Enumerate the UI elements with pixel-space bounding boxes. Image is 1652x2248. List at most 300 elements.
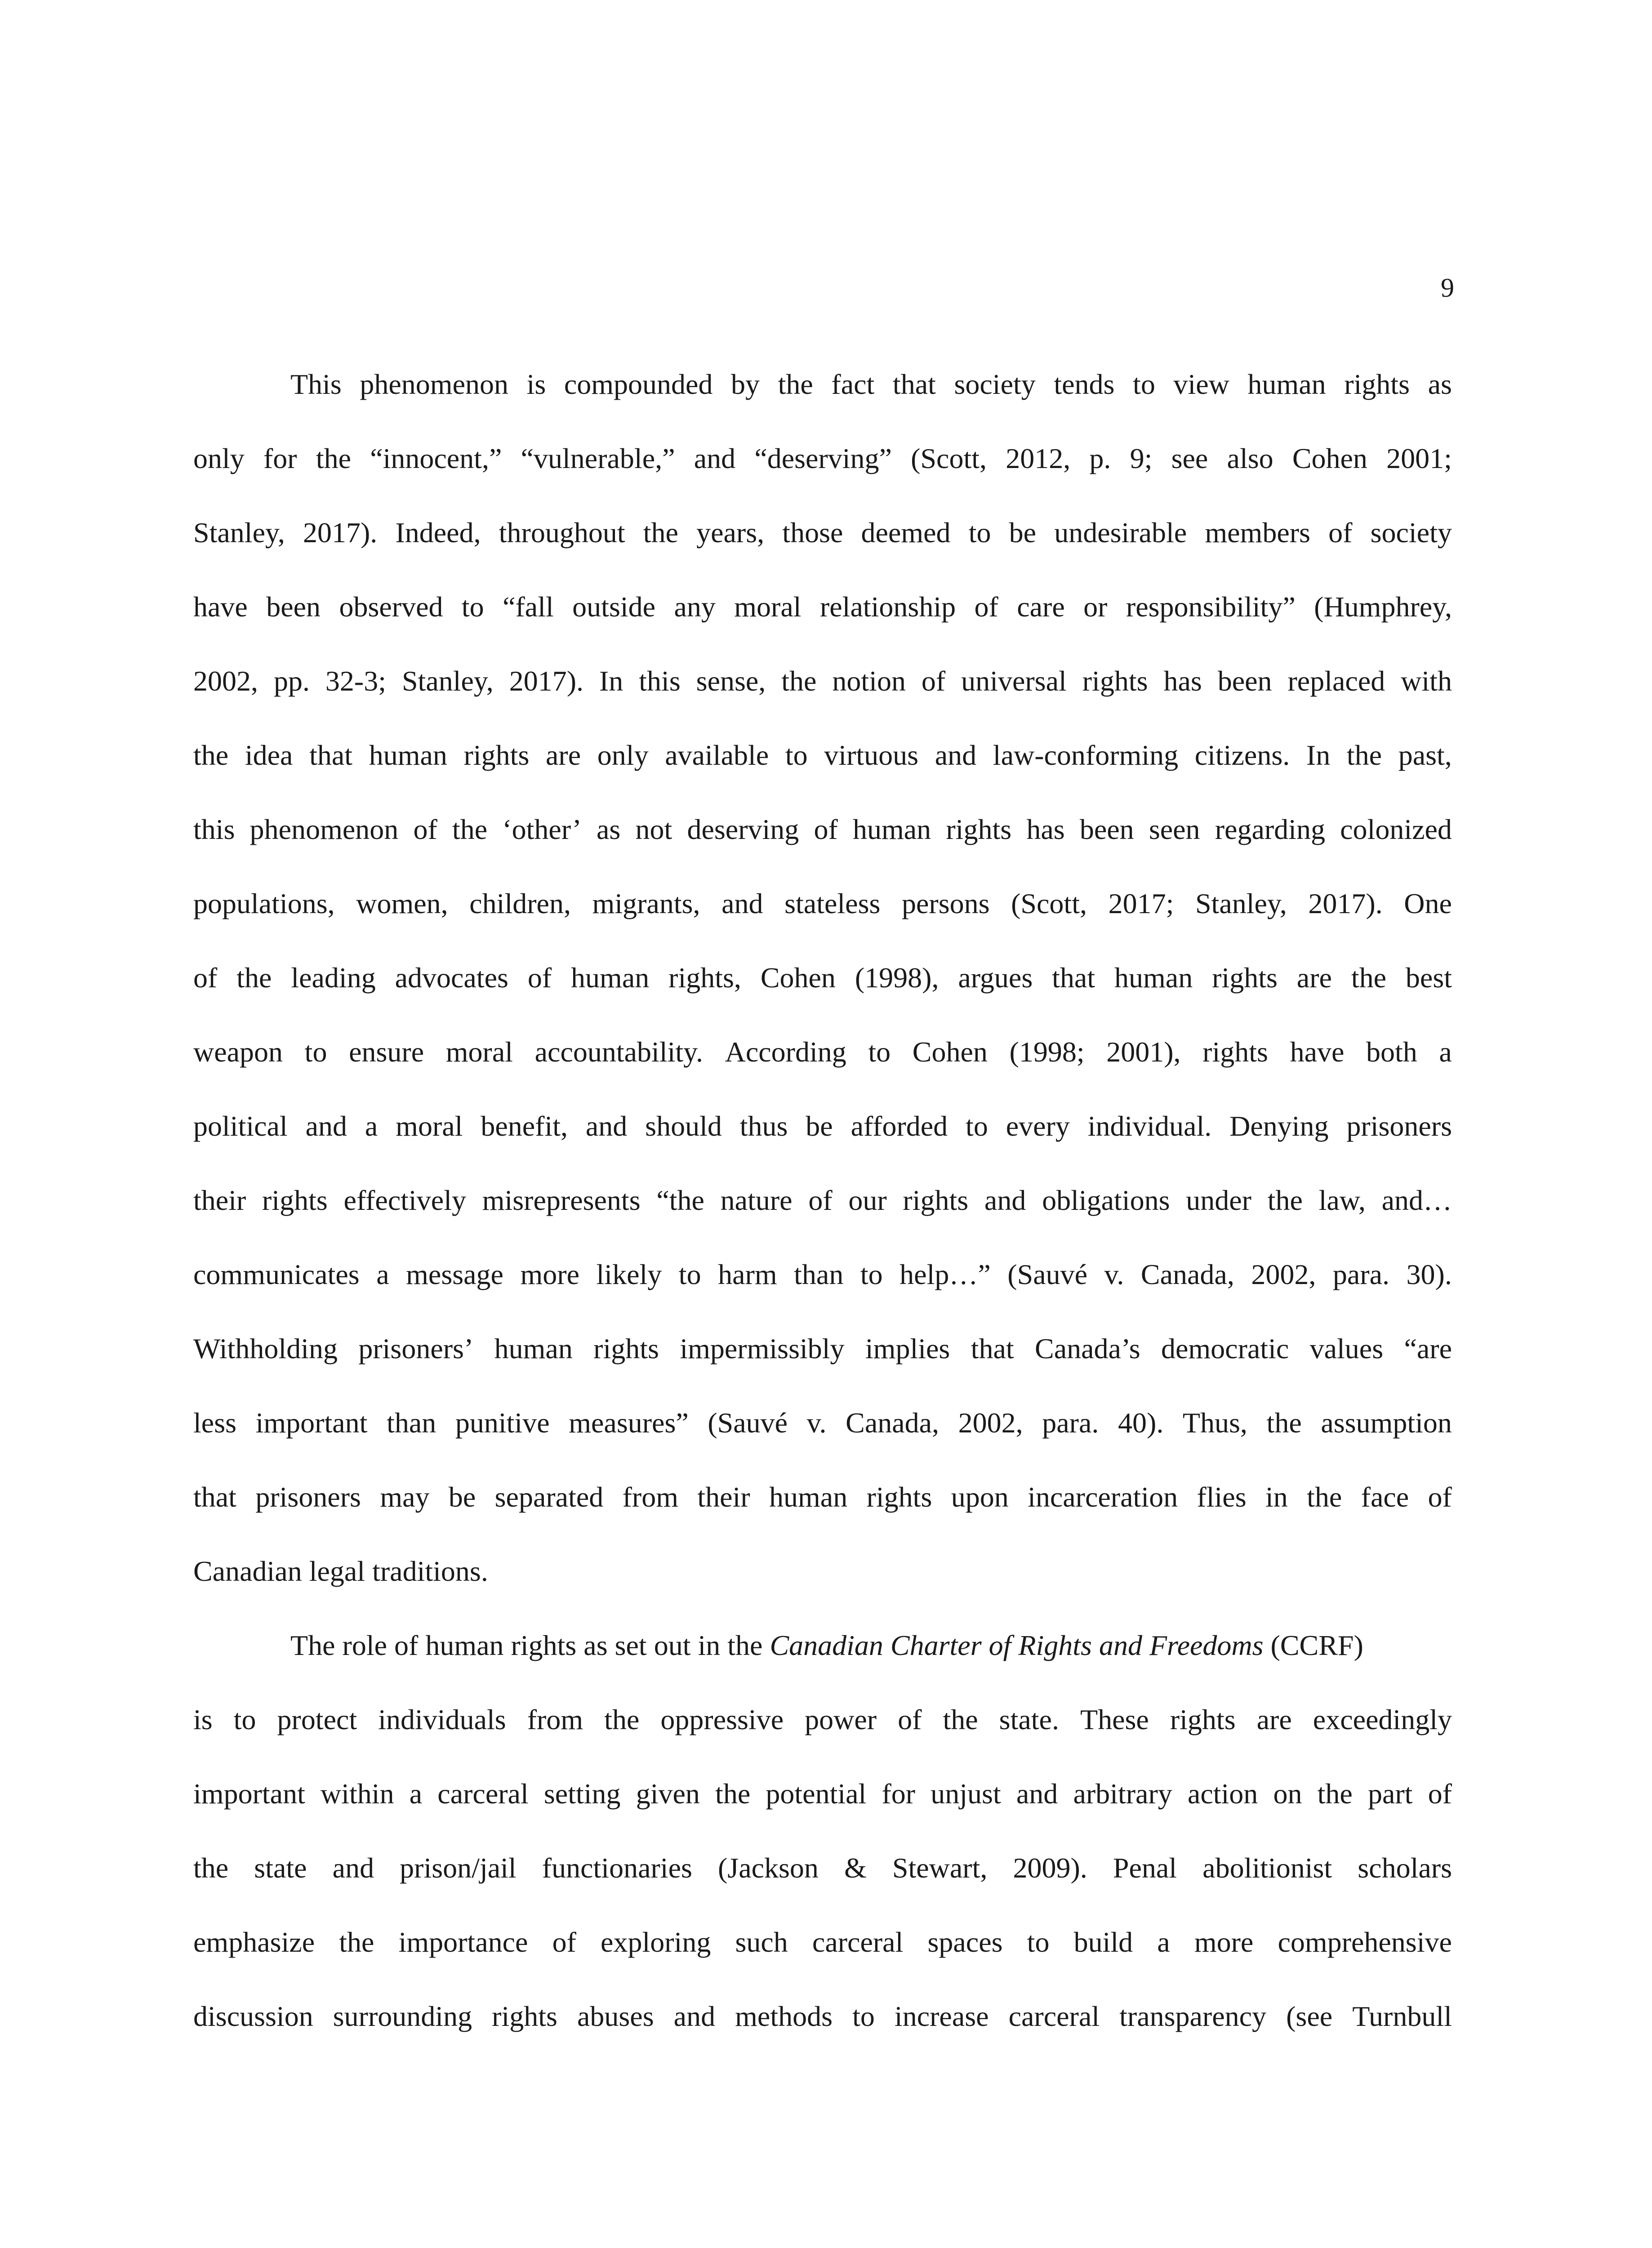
word: deserving [687,813,799,845]
text-line [193,960,1452,1034]
word: such [735,1926,788,1958]
word: citizens. [1194,739,1290,771]
word: emphasize [193,1926,315,1958]
word: idea [245,739,293,771]
word: rights [492,2000,557,2032]
word: every [1006,1110,1070,1142]
word: and [332,1852,374,1884]
word: on [1273,1778,1302,1810]
word: been [266,591,321,623]
word: women, [356,888,448,919]
word: protect [277,1704,357,1735]
word: within [321,1778,394,1810]
word: 2002, [958,1407,1023,1439]
word: of [808,1184,833,1216]
word: moral [734,591,802,623]
word: rights [262,1184,328,1216]
word: deemed [861,517,951,549]
word: to [785,739,808,771]
word: Denying [1229,1110,1329,1142]
word: to [1027,1926,1050,1958]
word: accountability. [534,1036,703,1068]
word: prisoners [255,1481,361,1513]
word: scholars [1358,1852,1452,1884]
word: the [1307,1481,1342,1513]
word: democratic [1161,1333,1289,1365]
word: build [1073,1926,1133,1958]
word: leading [291,962,376,994]
word: a [1157,1926,1170,1958]
word: impermissibly [680,1333,845,1365]
word: Stanley, [401,665,494,697]
word: communicates [193,1258,360,1290]
word: implies [865,1333,950,1365]
word: colonized [1340,813,1452,845]
word: in [1265,1481,1288,1513]
word: part [1367,1778,1413,1810]
word: phenomenon [249,813,399,845]
body-text [193,366,1452,2073]
word: (1998), [855,962,939,994]
word: that [193,1481,236,1513]
word: a [1439,1036,1452,1068]
word: this [193,813,235,845]
word: Canada’s [1035,1333,1140,1365]
word: only [597,739,649,771]
word: (Sauvé [708,1407,788,1439]
word: the [193,739,229,771]
word: and [935,739,977,771]
word: the [1351,962,1386,994]
word: phenomenon [360,368,508,400]
word: Canada, [846,1407,940,1439]
word: moral [396,1110,463,1142]
word: In [599,665,623,697]
word: Indeed, [395,517,481,549]
word: the [1317,1778,1353,1810]
word: been [1217,665,1272,697]
word: the [1346,739,1382,771]
word: 9; [1130,442,1153,474]
word: rights [1082,665,1148,697]
word: thus [739,1110,788,1142]
word: and [1016,1778,1058,1810]
word: 2009). [1013,1852,1087,1884]
word: rights [946,813,1012,845]
word: persons [901,888,990,919]
word: These [1080,1704,1149,1735]
text-line [193,812,1452,886]
word: weapon [193,1036,283,1068]
word: and [585,1110,628,1142]
word: is [193,1704,213,1735]
word: throughout [499,517,625,549]
word: argues [958,962,1033,994]
word: prison/jail [400,1852,517,1884]
word: and [694,442,736,474]
word: political [193,1110,288,1142]
word: important [255,1407,368,1439]
word: state [254,1852,307,1884]
word: rights [866,1481,932,1513]
word: pp. [273,665,310,697]
word: more [1194,1926,1254,1958]
word: law-conforming [993,739,1179,771]
word: society [954,368,1036,400]
word: One [1404,888,1452,919]
text-run: The role of human rights as set out in the [290,1629,770,1661]
word: setting [543,1778,621,1810]
word: upon [951,1481,1009,1513]
word: of [527,962,552,994]
word: 2001), [1106,1036,1181,1068]
word: 2017; [1108,888,1174,919]
word: this [639,665,681,697]
word: advocates [395,962,508,994]
word: methods [735,2000,833,2032]
word: help…” [899,1258,991,1290]
word: relationship [819,591,956,623]
word: the [781,665,817,697]
word: the [316,442,351,474]
word: values [1309,1333,1384,1365]
word: action [1187,1778,1258,1810]
word: and [305,1110,347,1142]
word: Penal [1113,1852,1177,1884]
word: the [452,813,488,845]
word: and [721,888,763,919]
word: incarceration [1028,1481,1178,1513]
word: 2017). [1308,888,1383,919]
word: state. [999,1704,1059,1735]
word: for [882,1778,916,1810]
word: stateless [784,888,881,919]
word: comprehensive [1278,1926,1452,1958]
word: and… [1381,1184,1452,1216]
word: Stanley, [193,517,285,549]
word: as [1428,368,1452,400]
word: from [527,1704,583,1735]
word: potential [766,1778,867,1810]
word: to [678,1258,701,1290]
word: power [805,1704,877,1735]
word: obligations [1042,1184,1170,1216]
word: 2002, [193,665,258,697]
word: to [1133,368,1155,400]
charter-title: Canadian Charter of Rights and Freedoms [770,1629,1264,1661]
word: to [966,1110,988,1142]
word: harm [718,1258,777,1290]
word: more [520,1258,579,1290]
word: benefit, [481,1110,568,1142]
word: to [868,1036,891,1068]
word: their [193,1184,246,1216]
word: be [448,1481,476,1513]
word: This [290,368,342,400]
word: that [971,1333,1014,1365]
word: moral [445,1036,513,1068]
word: arbitrary [1073,1778,1172,1810]
word: 32-3; [325,665,386,697]
word: punitive [455,1407,550,1439]
word: “vulnerable,” [521,442,675,474]
word: to [852,2000,875,2032]
text-line: Canadian legal traditions. [193,1555,488,1587]
word: as [597,813,621,845]
word: to [860,1258,883,1290]
text-line [193,1405,1452,1479]
word: rights [1344,368,1410,400]
word: 2017). [509,665,584,697]
word: nature [720,1184,793,1216]
word: of [193,962,218,994]
word: v. [806,1407,827,1439]
word: and [673,2000,716,2032]
word: populations, [193,888,335,919]
word: the [1267,1184,1303,1216]
word: flies [1197,1481,1247,1513]
word: of [1428,1481,1452,1513]
word: be [806,1110,833,1142]
text-line [193,441,1452,515]
word: individuals [378,1704,506,1735]
text-line [193,886,1452,960]
word: the [236,962,272,994]
word: a [409,1778,423,1810]
word: only [193,442,245,474]
word: human [1114,962,1193,994]
word: undesirable [1054,517,1187,549]
word: a [365,1110,378,1142]
word: of [921,665,946,697]
word: ‘other’ [502,813,582,845]
word: observed [339,591,443,623]
word: than [387,1407,436,1439]
word: 2017). [303,517,378,549]
word: 30). [1406,1258,1452,1290]
word: misrepresents [482,1184,641,1216]
word: to [461,591,484,623]
word: functionaries [542,1852,692,1884]
word: to [304,1036,327,1068]
word: universal [961,665,1067,697]
word: notion [832,665,906,697]
word: Turnbull [1352,2000,1452,2032]
word: or [1083,591,1108,623]
text-line [193,1776,1452,1850]
word: “fall [503,591,554,623]
word: para. [1042,1407,1099,1439]
word: available [665,739,769,771]
word: than [794,1258,844,1290]
word: migrants, [592,888,700,919]
word: our [848,1184,887,1216]
word: Cohen [760,962,836,994]
text-line [193,1034,1452,1108]
word: spaces [927,1926,1003,1958]
word: not [635,813,672,845]
paragraph-1 [193,366,1452,1628]
word: (Scott, [911,442,987,474]
word: ensure [349,1036,424,1068]
word: has [1163,665,1202,697]
word: both [1366,1036,1417,1068]
word: have [193,591,248,623]
word: human [852,813,931,845]
word: society [1370,517,1452,549]
word: under [1186,1184,1251,1216]
word: the [193,1852,229,1884]
text-line [193,1924,1452,1998]
word: members [1205,517,1310,549]
word: rights, [668,962,741,994]
word: message [406,1258,503,1290]
word: “the [656,1184,704,1216]
word: the [604,1704,640,1735]
word: surrounding [333,2000,472,2032]
word: their [697,1481,750,1513]
word: has [1026,813,1065,845]
word: best [1405,962,1452,994]
word: In [1306,739,1331,771]
word: exploring [601,1926,711,1958]
word: assumption [1321,1407,1452,1439]
word: the [943,1704,978,1735]
word: face [1361,1481,1409,1513]
word: Cohen [1292,442,1367,474]
word: oppressive [660,1704,784,1735]
word: rights [593,1333,659,1365]
text-line [193,1998,1452,2073]
word: v. [1104,1258,1124,1290]
word: years, [696,517,765,549]
word: outside [572,591,656,623]
word: of [974,591,998,623]
word: be [1009,517,1037,549]
word: of [552,1926,576,1958]
word: “are [1404,1333,1452,1365]
word: that [309,739,353,771]
text-line [193,515,1452,589]
word: carceral [812,1926,904,1958]
word: transparency [1119,2000,1267,2032]
word: care [1017,591,1065,623]
word: human [1247,368,1326,400]
word: to [233,1704,256,1735]
word: likely [596,1258,662,1290]
word: “deserving” [754,442,892,474]
word: the [715,1778,751,1810]
paragraph-2 [193,1628,1452,2073]
word: measures” [569,1407,689,1439]
word: According [725,1036,846,1068]
word: individual. [1087,1110,1212,1142]
word: law, [1318,1184,1366,1216]
word: given [636,1778,700,1810]
text-line [193,1331,1452,1405]
word: Thus, [1182,1407,1247,1439]
word: abolitionist [1202,1852,1332,1884]
word: virtuous [824,739,919,771]
word: of [1428,1778,1452,1810]
word: of [413,813,437,845]
text-line [193,1702,1452,1776]
word: rights [1212,962,1278,994]
word: that [1052,962,1095,994]
word: Stewart, [892,1852,988,1884]
word: carceral [1008,2000,1100,2032]
word: a [376,1258,389,1290]
word: of [1328,517,1353,549]
word: 40). [1118,1407,1164,1439]
word: p. [1089,442,1111,474]
word: human [369,739,447,771]
word: 2012, [1006,442,1071,474]
text-line [193,1257,1452,1331]
word: (Scott, [1011,888,1087,919]
word: tends [1054,368,1115,400]
text-line [193,737,1452,812]
word: Cohen [912,1036,988,1068]
word: carceral [437,1778,529,1810]
word: para. [1332,1258,1389,1290]
word: Canada, [1140,1258,1234,1290]
word: 2001; [1386,442,1452,474]
word: abuses [577,2000,654,2032]
word: 2002, [1251,1258,1316,1290]
word: are [546,739,581,771]
word: for [263,442,297,474]
word: separated [494,1481,604,1513]
word: and [984,1184,1026,1216]
text-line [193,1479,1452,1553]
word: Withholding [193,1333,338,1365]
word: may [380,1481,430,1513]
word: afforded [850,1110,948,1142]
word: importance [398,1926,528,1958]
word: rights [1170,1704,1236,1735]
word: “innocent,” [370,442,502,474]
word: (Jackson [717,1852,819,1884]
word: seen [1149,813,1200,845]
text-line [193,589,1452,663]
word: of [898,1704,922,1735]
word: sense, [696,665,766,697]
word: important [193,1778,305,1810]
word: human [494,1333,573,1365]
word: rights [903,1184,969,1216]
word: human [769,1481,848,1513]
word: human [571,962,650,994]
word: (1998; [1009,1036,1085,1068]
text-run: (CCRF) [1263,1629,1363,1661]
word: to [968,517,991,549]
text-line [193,366,1452,441]
word: also [1227,442,1274,474]
word: (see [1286,2000,1333,2032]
word: prisoners [1346,1110,1452,1142]
word: rights [1202,1036,1268,1068]
word: Stanley, [1195,888,1287,919]
text-line [193,663,1452,737]
word: children, [469,888,571,919]
text-line [193,1182,1452,1257]
word: been [1079,813,1134,845]
word: any [674,591,716,623]
word: have [1290,1036,1345,1068]
word: the [643,517,678,549]
word: with [1401,665,1452,697]
